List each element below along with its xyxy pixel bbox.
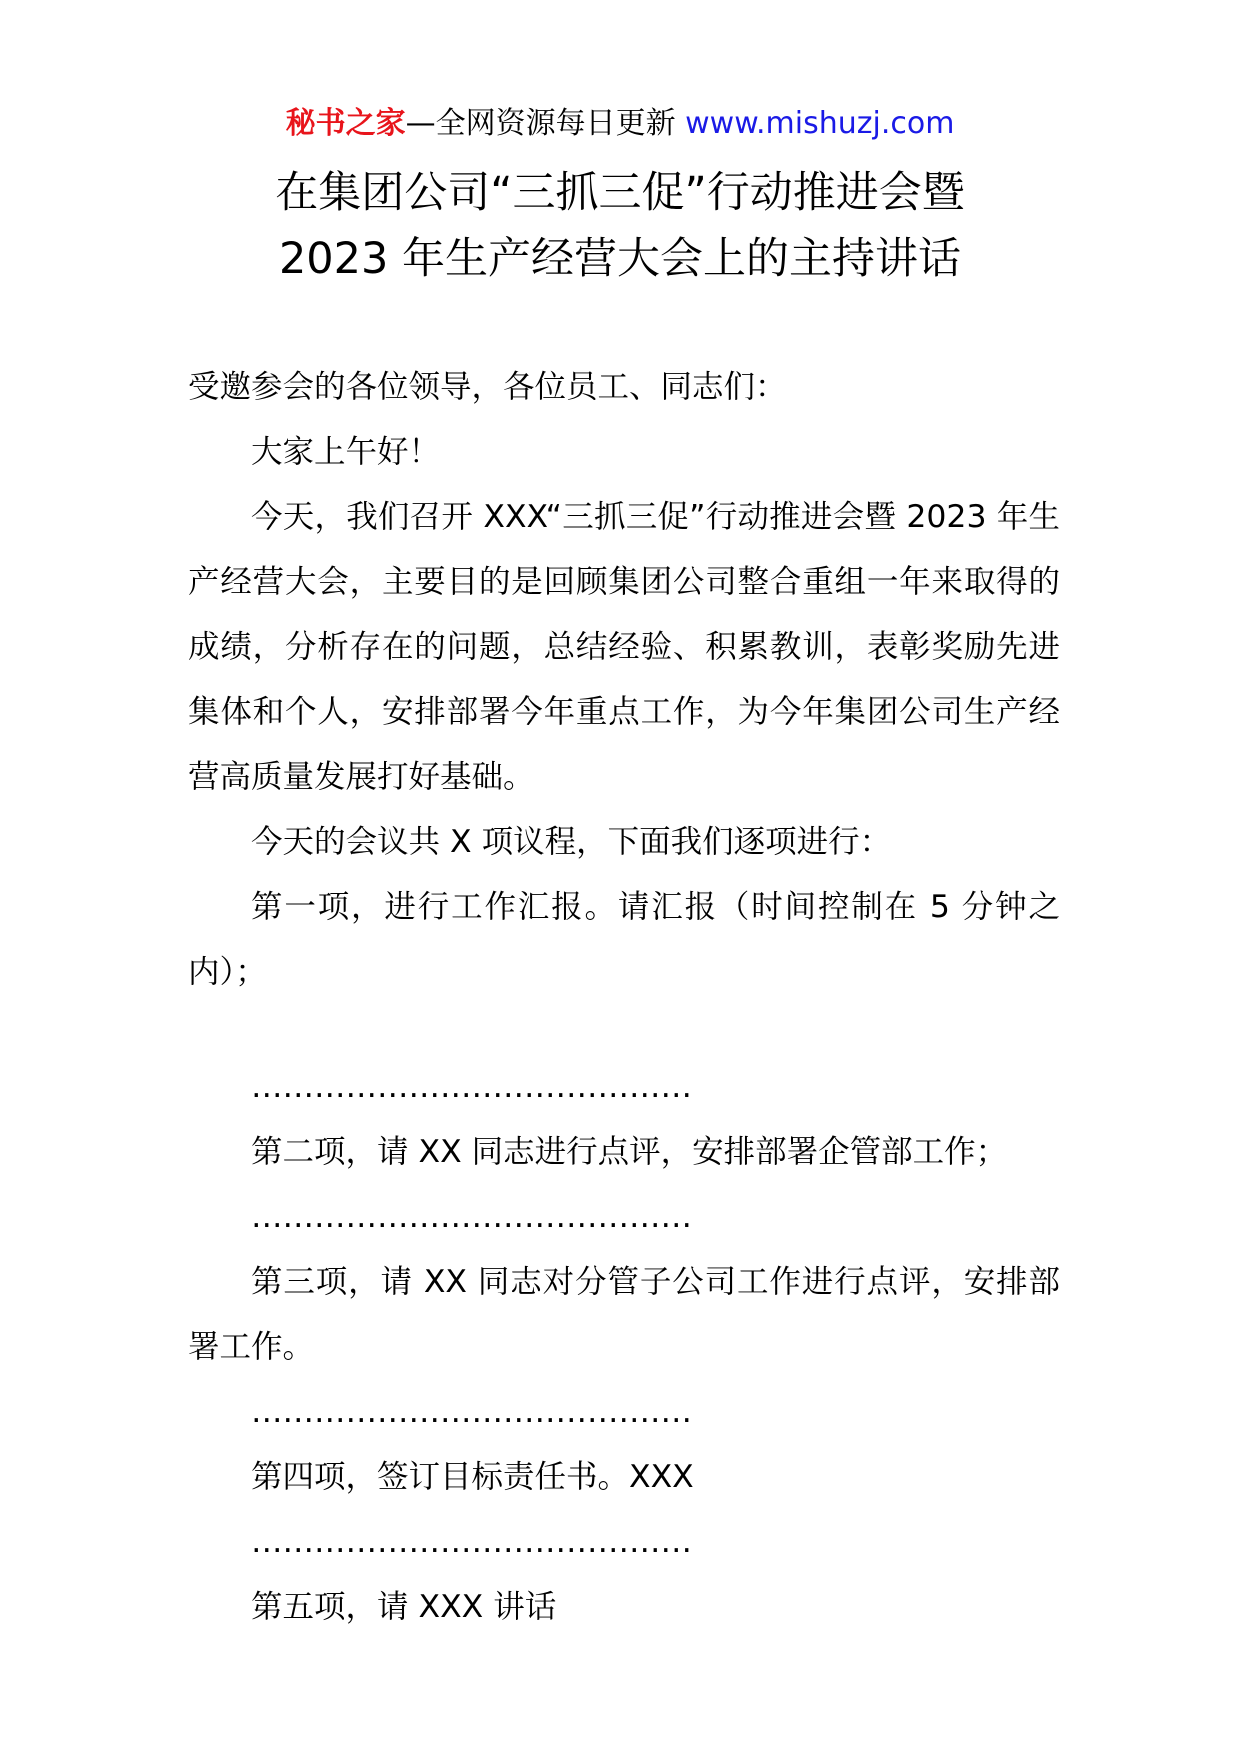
header-slogan: —全网资源每日更新	[405, 106, 686, 141]
agenda-item-2: 第二项，请 XX 同志进行点评，安排部署企管部工作；	[251, 1134, 1008, 1170]
agenda-item-1: 第一项，进行工作汇报。请汇报（时间控制在 5 分钟之内）；	[188, 889, 1060, 990]
ellipsis-line-1: ……………………………………	[251, 1069, 692, 1105]
salutation: 受邀参会的各位领导，各位员工、同志们：	[188, 369, 787, 405]
agenda-item-3: 第三项，请 XX 同志对分管子公司工作进行点评，安排部署工作。	[188, 1264, 1060, 1365]
agenda-item-5: 第五项，请 XXX 讲话	[251, 1589, 557, 1625]
intro-paragraph: 今天，我们召开 XXX“三抓三促”行动推进会暨 2023 年生产经营大会，主要目的是回顾集团公司整合重组一年来取得的成绩，分析存在的问题，总结经验、积累教训，表彰奖励先进集体和个人，安排部署今年重点工作，为今年集团公司生产经营高质量发展打好基础。	[188, 499, 1060, 795]
document-body	[188, 355, 1060, 1640]
ellipsis-line-2: ……………………………………	[251, 1199, 692, 1235]
website-link[interactable]: www.mishuzj.com	[685, 106, 955, 141]
document-title-line-1: 在集团公司“三抓三促”行动推进会暨	[275, 168, 965, 218]
agenda-intro: 今天的会议共 X 项议程，下面我们逐项进行：	[251, 824, 892, 860]
agenda-item-4: 第四项，签订目标责任书。XXX	[251, 1459, 694, 1495]
greeting: 大家上午好！	[251, 434, 441, 470]
brand-name: 秘书之家	[285, 106, 406, 141]
ellipsis-line-3: ……………………………………	[251, 1394, 692, 1430]
site-header	[0, 102, 1240, 146]
document-title-line-2: 2023 年生产经营大会上的主持讲话	[278, 234, 962, 284]
ellipsis-line-4: ……………………………………	[251, 1524, 692, 1560]
